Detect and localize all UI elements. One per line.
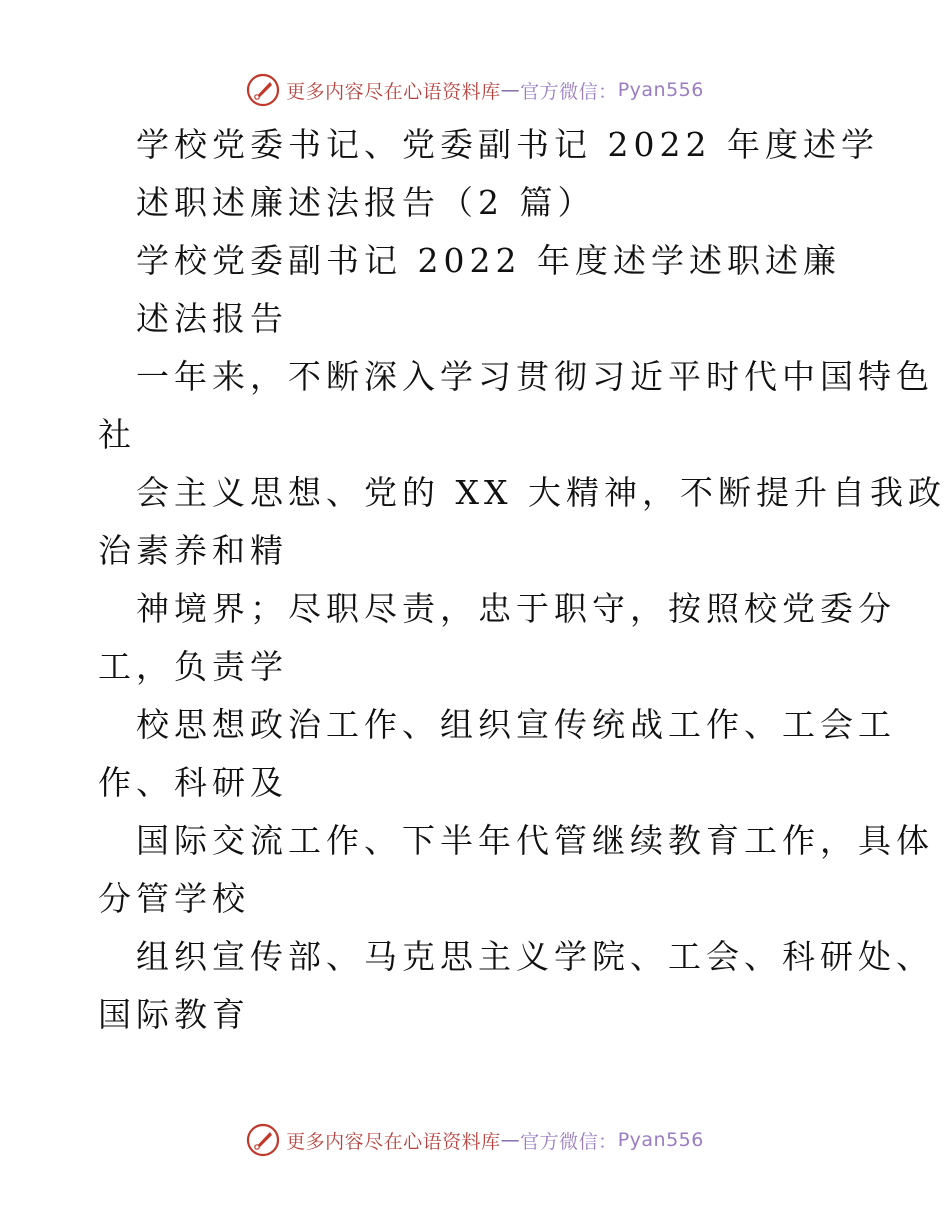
paragraph-line: 工，负责学 bbox=[98, 647, 288, 686]
watermark-label: 官方微信： bbox=[520, 80, 618, 103]
watermark-wechat-id: Pyan556 bbox=[617, 79, 704, 101]
paragraph-line: 治素养和精 bbox=[98, 531, 288, 570]
header-watermark bbox=[0, 70, 950, 110]
title-line-1: 学校党委书记、党委副书记 2022 年度述学 bbox=[136, 125, 879, 164]
paragraph-line: 国际交流工作、下半年代管继续教育工作，具体 bbox=[136, 821, 934, 860]
title-line-2: 述职述廉述法报告（2 篇） bbox=[136, 183, 596, 222]
footer-watermark bbox=[0, 1120, 950, 1160]
paragraph-line: 神境界；尽职尽责，忠于职守，按照校党委分 bbox=[136, 589, 896, 628]
paragraph-line: 校思想政治工作、组织宣传统战工作、工会工 bbox=[136, 705, 896, 744]
quill-pen-logo-icon bbox=[246, 73, 280, 107]
paragraph-line: 分管学校 bbox=[98, 879, 250, 918]
watermark-wechat-id: Pyan556 bbox=[617, 1129, 704, 1151]
watermark-brand: 更多内容尽在心语资料库 bbox=[286, 1130, 501, 1153]
watermark-separator: — bbox=[500, 79, 521, 101]
paragraph-line: 组织宣传部、马克思主义学院、工会、科研处、 bbox=[136, 937, 934, 976]
paragraph-line: 作、科研及 bbox=[98, 763, 288, 802]
paragraph-line: 社 bbox=[98, 415, 136, 454]
watermark-label: 官方微信： bbox=[520, 1130, 618, 1153]
subtitle-line-2: 述法报告 bbox=[136, 299, 288, 338]
paragraph-line: 一年来，不断深入学习贯彻习近平时代中国特色 bbox=[136, 357, 934, 396]
watermark-separator: — bbox=[500, 1129, 521, 1151]
paragraph-line: 国际教育 bbox=[98, 995, 250, 1034]
watermark-brand: 更多内容尽在心语资料库 bbox=[286, 80, 501, 103]
paragraph-line: 会主义思想、党的 XX 大精神，不断提升自我政 bbox=[136, 473, 946, 512]
quill-pen-logo-icon bbox=[246, 1123, 280, 1157]
subtitle-line-1: 学校党委副书记 2022 年度述学述职述廉 bbox=[136, 241, 841, 280]
